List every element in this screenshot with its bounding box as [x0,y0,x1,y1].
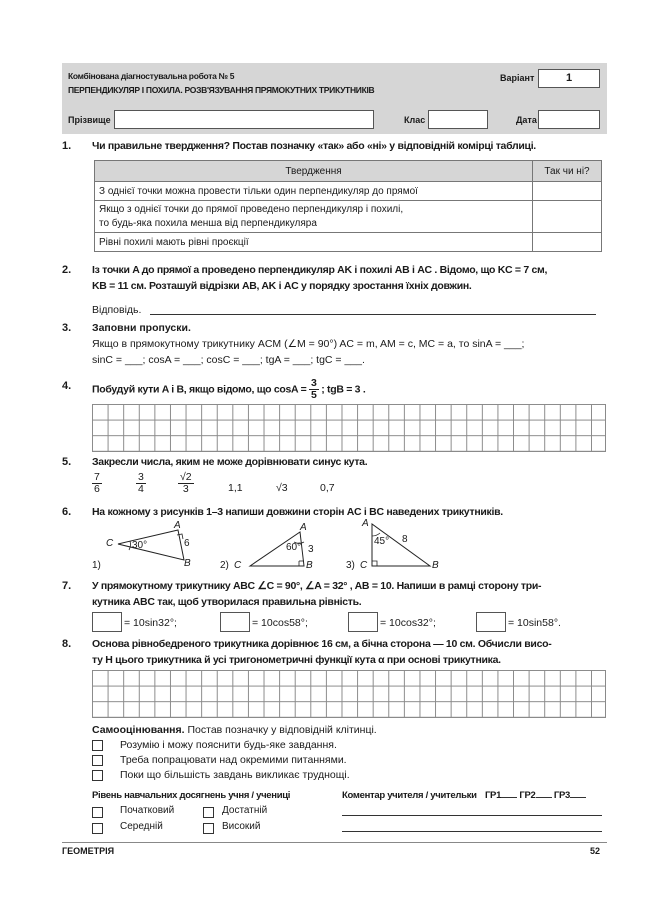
q5-value-sqrt2-3[interactable] [178,472,194,495]
q8-line-2: ту H цього трикутника й усі тригонометричні функції кута α при основі трикутника. [92,654,501,666]
table-row-2-statement [95,201,533,233]
gr3-field[interactable] [570,797,586,798]
fig1-side: 6 [184,538,190,549]
self-item-2: Треба попрацювати над окремими питаннями. [120,754,347,766]
figure-3 [346,520,456,572]
teacher-comment-line-1[interactable] [342,815,602,816]
footer-divider [62,842,607,843]
q3-line-1: Якщо в прямокутному трикутнику ACM (∠M = 90°) AC = m, AM = c, MC = a, то sinA = ___; [92,338,525,350]
q2-line-2: KB = 11 см. Розташуй відрізки AB, AK і AC у порядку зростання їхніх довжин. [92,280,472,292]
fig2-angle: 60° [286,542,302,553]
fig2-label-c: C [234,560,242,571]
self-item-3: Поки що більшість завдань викликає труднощі. [120,769,350,781]
table-row-3-answer[interactable] [533,233,602,252]
self-checkbox-2[interactable] [92,755,103,766]
level-checkbox-initial[interactable] [92,807,103,818]
gr1-field[interactable] [501,797,517,798]
q7-eq-1: = 10sin32°; [124,617,177,629]
fig3-label-c: C [360,560,368,571]
table-row-1-answer[interactable] [533,182,602,201]
page-number: 52 [590,846,601,856]
gr3-label: ГР3 [553,790,570,801]
level-checkbox-sufficient[interactable] [203,807,214,818]
q5-f2-den: 4 [138,483,144,495]
fig2-label-a: A [300,522,307,533]
table-row-2-answer[interactable] [533,201,602,233]
level-checkbox-average[interactable] [92,823,103,834]
q5-value-3-4[interactable] [136,472,146,495]
figure-1 [92,520,202,572]
gr1-label: ГР1 [484,790,502,801]
q8-solution-grid[interactable] [92,670,606,718]
q5-values [92,472,392,504]
q4-text [92,378,365,401]
variant-value: 1 [538,69,600,88]
q4-number: 4. [62,380,72,392]
table-row-3-statement: Рівні похилі мають рівні проєкції [95,233,533,252]
row-2-line-1: Якщо з однієї точки до прямої проведено перпендикуляр і похилі, [99,203,404,215]
q5-value-0-7[interactable]: 0,7 [320,482,335,494]
self-checkbox-1[interactable] [92,740,103,751]
table-row-1-statement: З однієї точки можна провести тільки один перпендикуляр до прямої [95,182,533,201]
level-checkbox-high[interactable] [203,823,214,834]
self-checkbox-3[interactable] [92,770,103,781]
q2-answer-label: Відповідь. [92,304,142,316]
work-title: Комбінована діагностувальна робота № 5 [68,71,235,81]
q7-eq-2: = 10cos58°; [252,617,308,629]
teacher-comment-title: Коментар учителя / учительки [342,790,477,801]
q3-title: Заповни пропуски. [92,322,191,334]
q7-answer-box-3[interactable] [348,612,378,632]
self-assessment-instruction: Постав позначку у відповідній клітинці. [184,724,377,736]
q5-f3-num: √2 [180,471,192,483]
self-item-1: Розумію і можу пояснити будь-яке завдання. [120,739,337,751]
q8-number: 8. [62,638,72,650]
q5-number: 5. [62,456,72,468]
q3-line-2: sinC = ___; cosA = ___; cosC = ___; tgA = ___; tgC = ___. [92,354,365,366]
q7-answer-box-1[interactable] [92,612,122,632]
figure-2 [220,520,330,572]
fig1-label-c: C [106,538,114,549]
q7-answer-box-4[interactable] [476,612,506,632]
q6-text: На кожному з рисунків 1–3 напиши довжини сторін AC і BC наведених трикутників. [92,506,503,518]
class-field[interactable] [428,110,488,129]
header-block [62,63,607,134]
fig2-label-b: B [306,560,313,571]
q5-text: Закресли числа, яким не може дорівнювати синус кута. [92,456,368,468]
fig3-label-b: B [432,560,439,571]
q4-drawing-grid[interactable] [92,404,606,452]
surname-field[interactable] [114,110,374,129]
q1-number: 1. [62,140,72,152]
q4-fraction [309,378,319,401]
date-label: Дата [516,115,537,125]
q4-text-pre: Побудуй кути A і B, якщо відомо, що cosA = [92,383,307,396]
q7-eq-3: = 10cos32°; [380,617,436,629]
table-header-statement: Твердження [95,161,533,182]
q5-value-1-1[interactable]: 1,1 [228,482,243,494]
class-label: Клас [404,115,426,125]
q5-value-7-6[interactable] [92,472,102,495]
footer-subject: ГЕОМЕТРІЯ [62,846,115,856]
q3-number: 3. [62,322,72,334]
variant-label: Варіант [500,73,535,83]
fig1-number: 1) [92,560,101,571]
q7-answer-box-2[interactable] [220,612,250,632]
q7-line-2: кутника ABC так, щоб утворилася правильна рівність. [92,596,362,608]
q8-line-1: Основа рівнобедреного трикутника дорівнює 16 см, а бічна сторона — 10 см. Обчисли висо- [92,638,552,650]
topic-title: ПЕРПЕНДИКУЛЯР І ПОХИЛА. РОЗВ'ЯЗУВАННЯ ПРЯМОКУТНИХ ТРИКУТНИКІВ [68,85,375,95]
level-initial: Початковий [120,805,175,816]
level-average: Середній [120,821,163,832]
level-sufficient: Достатній [222,805,268,816]
q5-value-sqrt3[interactable]: √3 [276,482,288,494]
q1-text: Чи правильне твердження? Постав позначку «так» або «ні» у відповідній комірці таблиці. [92,140,536,152]
q4-text-post: ; tgB = 3 . [321,383,366,396]
q4-fraction-num: 3 [311,377,317,389]
fig3-angle: 45° [374,536,390,547]
fig1-angle: 30° [132,540,148,551]
fig3-number: 3) [346,560,355,571]
q5-f3-den: 3 [182,483,189,495]
fig1-label-b: B [184,558,191,569]
fig3-label-a: A [362,518,369,529]
teacher-comment-line-2[interactable] [342,831,602,832]
q2-number: 2. [62,264,72,276]
q7-eq-4: = 10sin58°. [508,617,561,629]
q7-number: 7. [62,580,72,592]
statements-table [94,160,602,252]
fig2-number: 2) [220,560,229,571]
surname-label: Прізвище [68,115,111,125]
q7-line-1: У прямокутному трикутнику ABC ∠C = 90°, ∠A = 32° , AB = 10. Напиши в рамці сторону три- [92,580,542,592]
teacher-comment-heading [342,790,586,801]
row-2-line-2: то будь-яка похила менша від перпендикуляра [99,217,317,229]
q2-answer-line[interactable] [150,314,596,315]
gr2-label: ГР2 [519,790,536,801]
level-high: Високий [222,821,261,832]
q4-fraction-den: 5 [311,389,317,401]
levels-title: Рівень навчальних досягнень учня / учениці [92,790,291,801]
self-assessment-title: Самооцінювання. [92,724,185,736]
fig2-side: 3 [308,544,314,555]
q5-f2-num: 3 [138,471,144,483]
q6-number: 6. [62,506,72,518]
fig1-label-a: A [174,520,181,531]
fig3-side: 8 [402,534,408,545]
table-header-answer: Так чи ні? [533,161,602,182]
gr2-field[interactable] [536,797,552,798]
self-assessment-heading [92,722,377,738]
date-field[interactable] [538,110,600,129]
q5-f1-num: 7 [94,471,100,483]
q2-line-1: Із точки A до прямої a проведено перпендикуляр AK і похилі AB і AC . Відомо, що KC = 7 см, [92,264,548,276]
q5-f1-den: 6 [94,483,100,495]
